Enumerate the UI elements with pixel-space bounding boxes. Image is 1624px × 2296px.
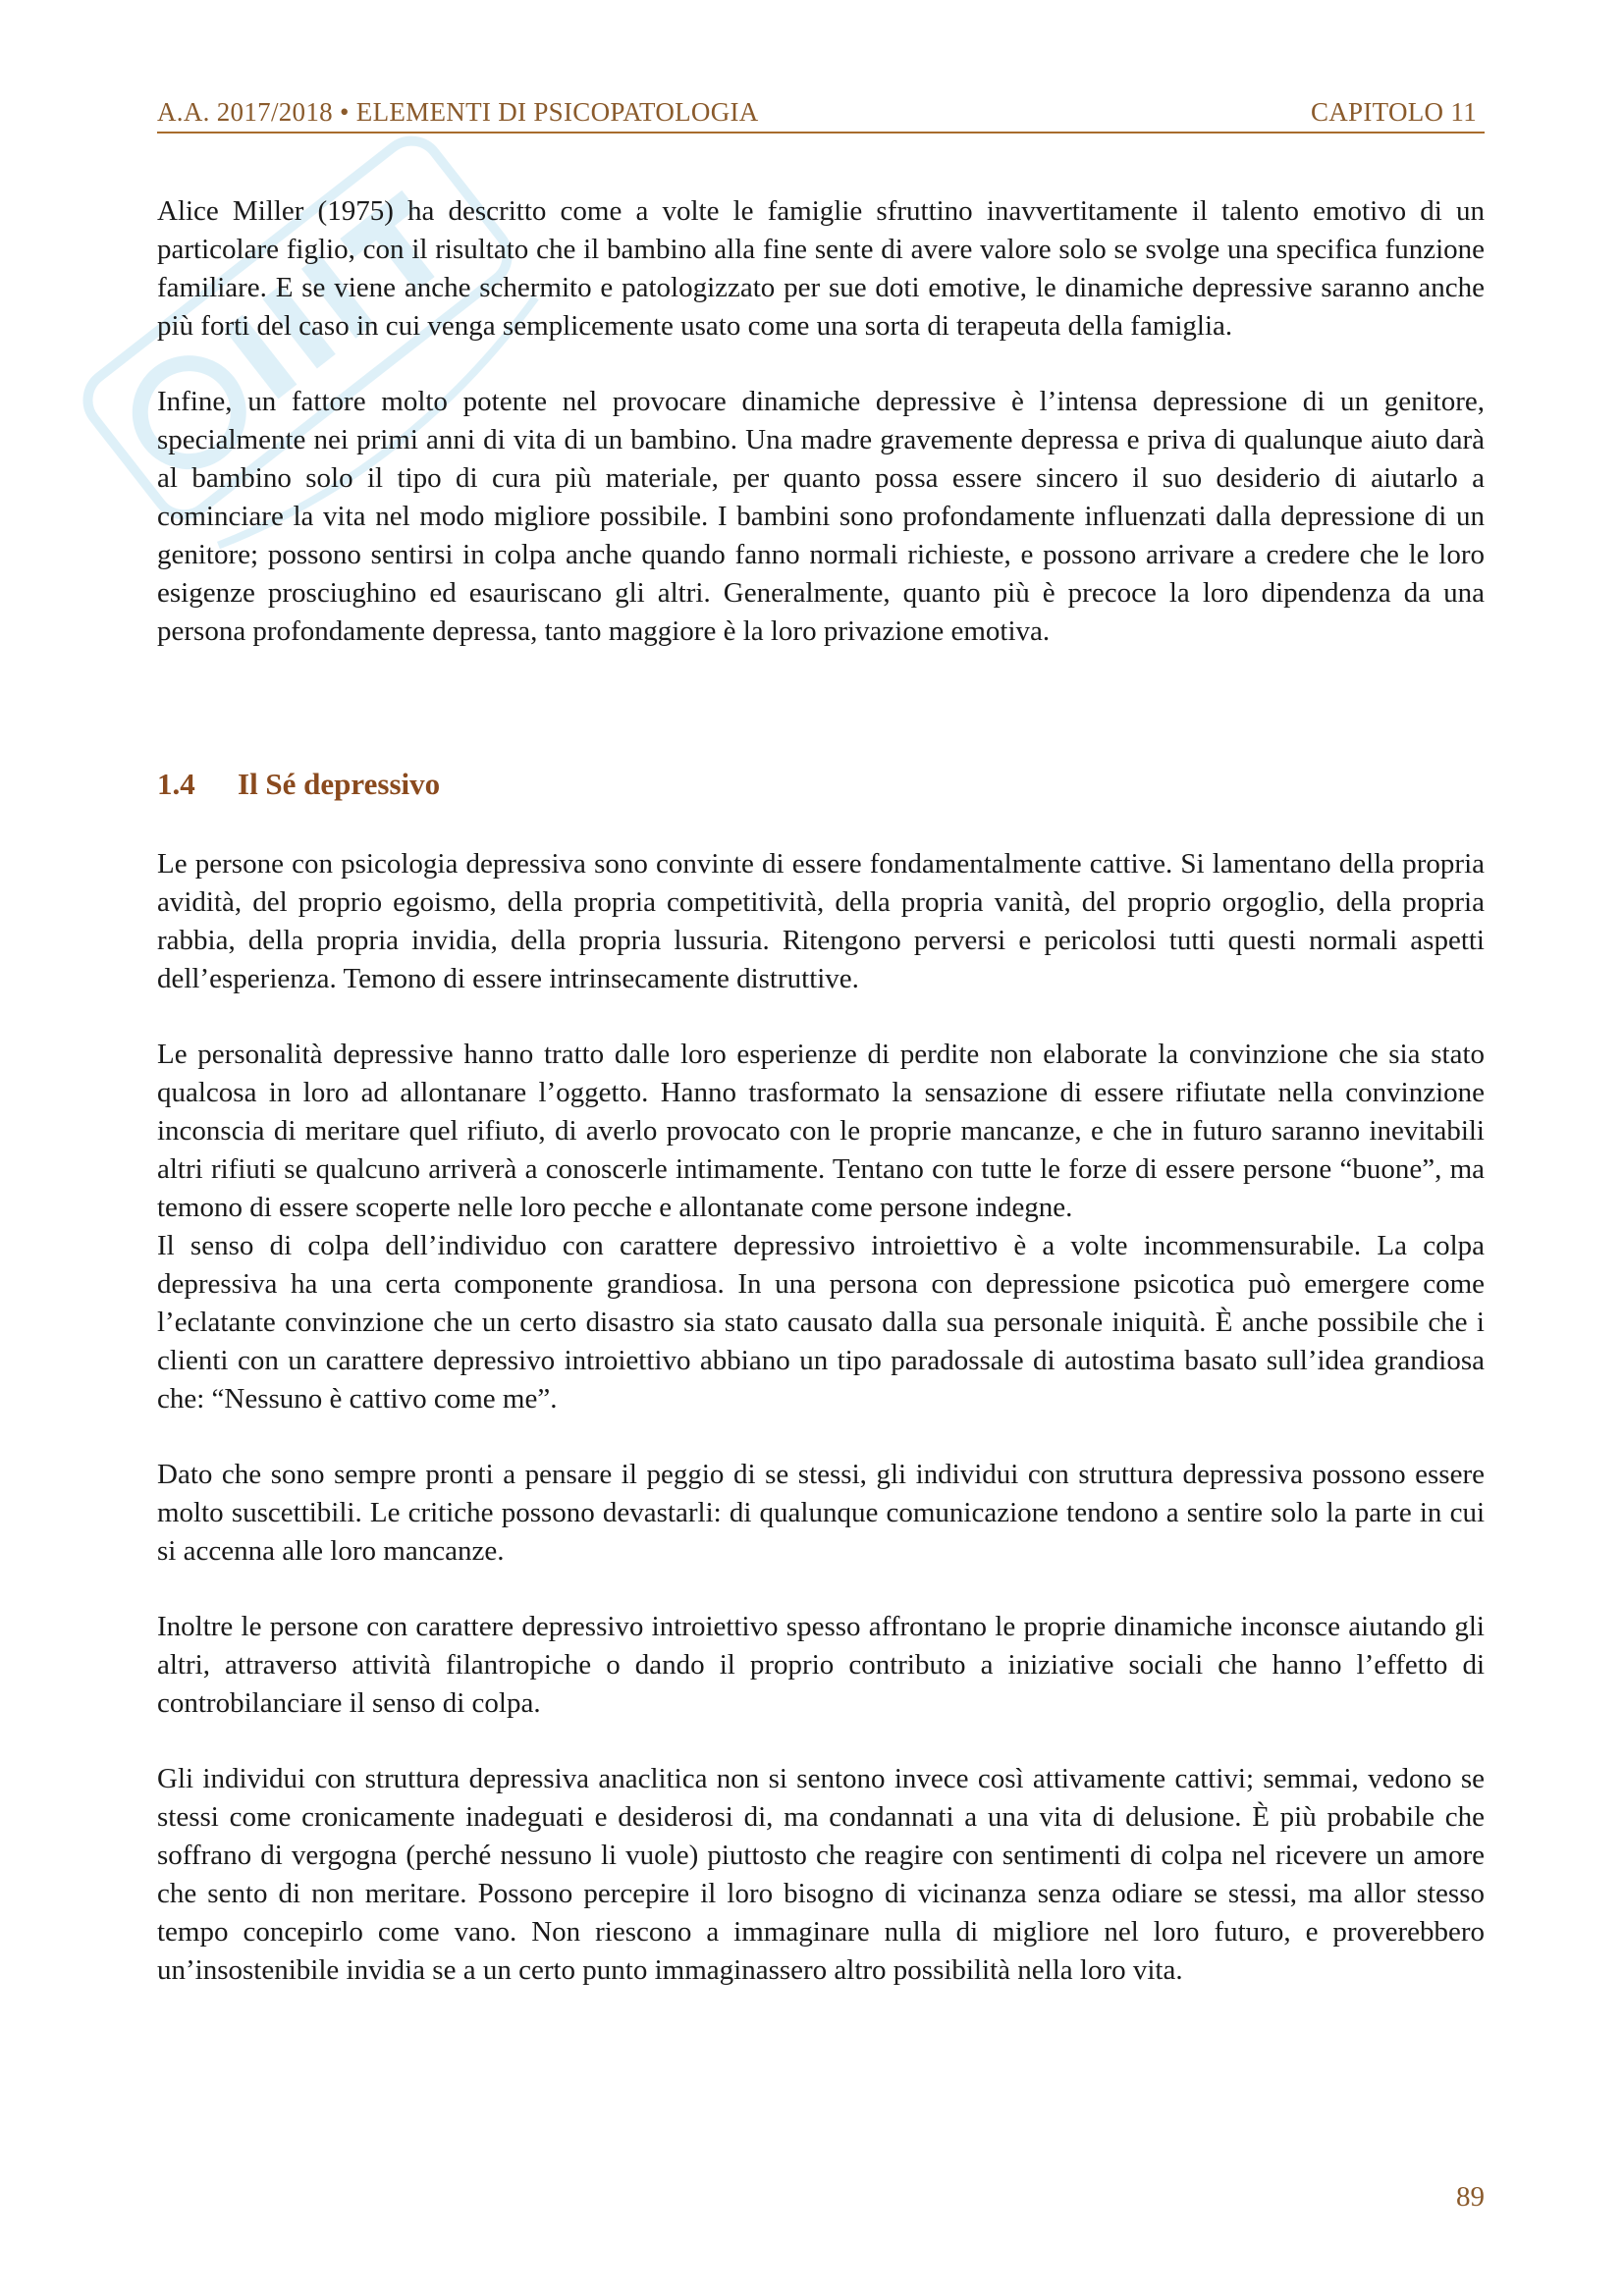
paragraph-alice-miller: Alice Miller (1975) ha descritto come a volte le famiglie sfruttino inavvertitamente il talento emotivo di un particolare figlio, con il risultato che il bambino alla fine sente di avere valore solo se svolge una specifica funzione familiare. E se viene anche schermito e patologizzato per sue doti emotive, le dinamiche depressive saranno anche più forti del caso in cui venga semplicemente usato come una sorta di terapeuta della famiglia. (157, 195, 1485, 342)
header-chapter: CAPITOLO 11 (1310, 97, 1477, 127)
body-text (157, 192, 1485, 2027)
section-title: Il Sé depressivo (238, 767, 441, 801)
section-heading (157, 767, 1485, 802)
section-number: 1.4 (157, 767, 195, 801)
page-number: 89 (1456, 2181, 1485, 2213)
paragraph-bad-self: Le persone con psicologia depressiva sono convinte di essere fondamentalmente cattive. Si lamentano della propria avidità, del proprio egoismo, della propria competitività, della propria vanità, del proprio orgoglio, della propria rabbia, della propria invidia, della propria lussuria. Ritengono perversi e pericolosi tutti questi normali aspetti dell’esperienza. Temono di essere intrinsecamente distruttive. (157, 848, 1485, 994)
paragraph-guilt: Il senso di colpa dell’individuo con carattere depressivo introiettivo è a volte incommensurabile. La colpa depressiva ha una certa componente grandiosa. In una persona con depressione psicotica può emergere come l’eclatante convinzione che un certo disastro sia stato causato dalla sua personale iniquità. È anche possibile che i clienti con un carattere depressivo introiettivo abbiano un tipo paradossale di autostima basato sull’idea grandiosa che: “Nessuno è cattivo come me”. (157, 1230, 1485, 1415)
running-header (157, 98, 1485, 133)
paragraph-susceptibility: Dato che sono sempre pronti a pensare il peggio di se stessi, gli individui con struttura depressiva possono essere molto suscettibili. Le critiche possono devastarli: di qualunque comunicazione tendono a sentire solo la parte in cui si accenna alle loro mancanze. (157, 1459, 1485, 1567)
paragraph-helping-others: Inoltre le persone con carattere depressivo introiettivo spesso affrontano le proprie dinamiche inconsce aiutando gli altri, attraverso attività filantropiche o dando il proprio contributo a iniziative sociali che hanno l’effetto di controbilanciare il senso di colpa. (157, 1611, 1485, 1719)
header-course-title: A.A. 2017/2018 • ELEMENTI DI PSICOPATOLOGIA (157, 97, 759, 127)
paragraph-anaclitic: Gli individui con struttura depressiva anaclitica non si sentono invece così attivamente cattivi; semmai, vedono se stessi come cronicamente inadeguati e desiderosi di, ma condannati a una vita di delusione. È più probabile che soffrano di vergogna (perché nessuno li vuole) piuttosto che reagire con sentimenti di colpa nel ricevere un amore che sento di non meritare. Possono percepire il loro bisogno di vicinanza senza odiare se stessi, ma allor stesso tempo concepirlo come vano. Non riescono a immaginare nulla di migliore nel loro futuro, e proverebbero un’insostenibile invidia se a un certo punto immaginassero altro possibilità nella loro vita. (157, 1763, 1485, 1986)
paragraph-depressive-personalities: Le personalità depressive hanno tratto dalle loro esperienze di perdite non elaborate la convinzione che sia stato qualcosa in loro ad allontanare l’oggetto. Hanno trasformato la sensazione di essere rifiutate nella convinzione inconscia di meritare quel rifiuto, di averlo provocato con le proprie mancanze, e che in futuro saranno inevitabili altri rifiuti se qualcuno arriverà a conoscerle intimamente. Tentano con tutte le forze di essere persone “buone”, ma temono di essere scoperte nelle loro pecche e allontanate come persone indegne. (157, 1039, 1485, 1223)
paragraph-parent-depression: Infine, un fattore molto potente nel provocare dinamiche depressive è l’intensa depressione di un genitore, specialmente nei primi anni di vita di un bambino. Una madre gravemente depressa e priva di qualunque aiuto darà al bambino solo il tipo di cura più materiale, per quanto possa essere sincero il suo desiderio di aiutarlo a cominciare la vita nel modo migliore possibile. I bambini sono profondamente influenzati dalla depressione di un genitore; possono sentirsi in colpa anche quando fanno normali richieste, e possono arrivare a credere che le loro esigenze prosciughino ed esauriscano gli altri. Generalmente, quanto più è precoce la loro dipendenza da una persona profondamente depressa, tanto maggiore è la loro privazione emotiva. (157, 386, 1485, 647)
